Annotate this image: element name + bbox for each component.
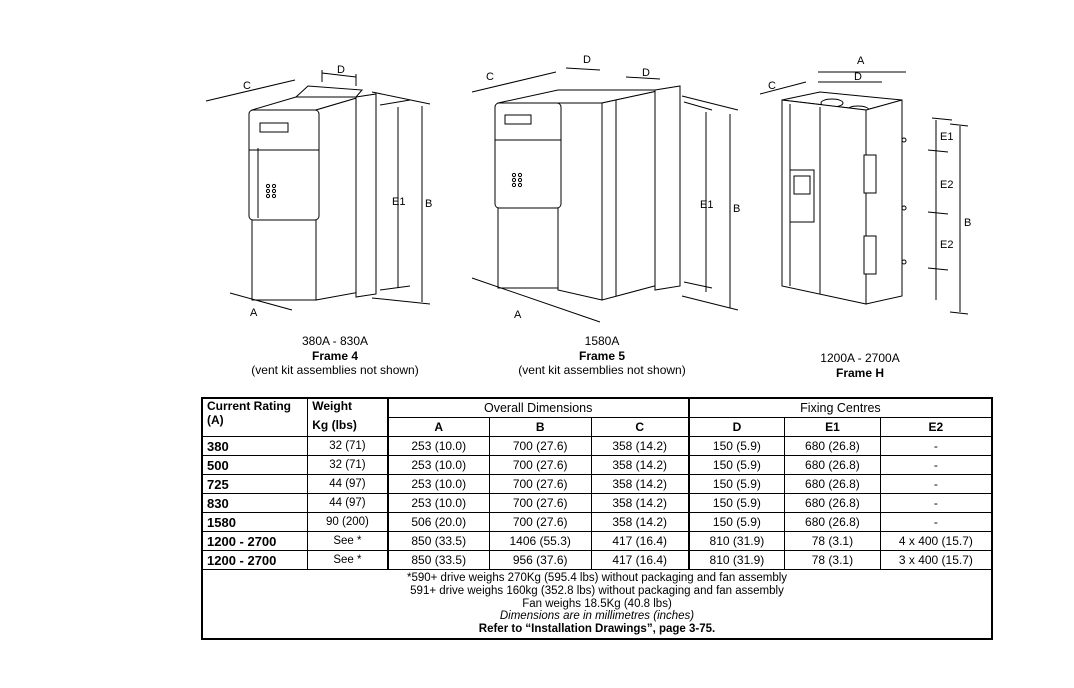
- frame-h-dim-b: B: [964, 217, 972, 229]
- frame-h-dim-a: A: [857, 55, 865, 67]
- header-b: B: [489, 418, 591, 437]
- table-row: [202, 513, 992, 532]
- frame-h-dim-c: C: [768, 80, 776, 92]
- frame-4-dim-a: A: [250, 307, 258, 319]
- header-weight: Weight: [308, 398, 388, 418]
- header-weight-unit: Kg (lbs): [308, 418, 388, 437]
- frame-5-dim-d1: D: [583, 54, 591, 66]
- cell-rating: 500: [202, 456, 308, 475]
- header-fixing-centres: Fixing Centres: [689, 398, 992, 418]
- cell-e1: 78 (3.1): [785, 532, 881, 551]
- cell-weight: See *: [308, 551, 388, 570]
- frame-5-drawing: [472, 54, 740, 322]
- frame-h-caption: [790, 351, 930, 380]
- cell-d: 810 (31.9): [689, 551, 785, 570]
- cell-e2: 4 x 400 (15.7): [880, 532, 992, 551]
- header-c: C: [591, 418, 689, 437]
- table-row: [202, 551, 992, 570]
- note-line-5: Refer to “Installation Drawings”, page 3-75.: [478, 623, 716, 636]
- cell-rating: 1580: [202, 513, 308, 532]
- frame-h-dim-e2b: E2: [940, 239, 954, 251]
- cell-d: 150 (5.9): [689, 494, 785, 513]
- frame-4-note: (vent kit assemblies not shown): [251, 363, 419, 377]
- header-e1: E1: [785, 418, 881, 437]
- frame-4-dim-d: D: [337, 64, 345, 76]
- frame-h-dim-e1: E1: [940, 131, 954, 143]
- cell-a: 253 (10.0): [388, 475, 490, 494]
- cell-e1: 680 (26.8): [785, 456, 881, 475]
- frame-4-caption: [240, 334, 430, 378]
- cell-weight: 32 (71): [308, 456, 388, 475]
- cell-b: 956 (37.6): [489, 551, 591, 570]
- cell-e2: -: [880, 437, 992, 456]
- cell-c: 358 (14.2): [591, 456, 689, 475]
- frame-h-range: 1200A - 2700A: [820, 351, 900, 365]
- cell-e1: 78 (3.1): [785, 551, 881, 570]
- cell-e2: -: [880, 475, 992, 494]
- frame-4-dim-e1: E1: [392, 196, 406, 208]
- frame-5-note: (vent kit assemblies not shown): [518, 363, 686, 377]
- header-e2: E2: [880, 418, 992, 437]
- cell-d: 150 (5.9): [689, 456, 785, 475]
- table-row: [202, 532, 992, 551]
- frame-h-dim-d: D: [854, 71, 862, 83]
- cell-e1: 680 (26.8): [785, 475, 881, 494]
- cell-e2: -: [880, 456, 992, 475]
- header-current-rating: Current Rating (A): [202, 398, 308, 437]
- frame-h-drawing: [760, 55, 971, 314]
- table-notes: [202, 570, 992, 639]
- frame-5-dim-e1: E1: [700, 199, 714, 211]
- cell-rating: 1200 - 2700: [202, 551, 308, 570]
- frame-4-title: Frame 4: [311, 348, 359, 363]
- cell-c: 417 (16.4): [591, 532, 689, 551]
- cell-c: 358 (14.2): [591, 494, 689, 513]
- cell-e1: 680 (26.8): [785, 494, 881, 513]
- frame-5-title: Frame 5: [578, 348, 626, 363]
- cell-a: 253 (10.0): [388, 437, 490, 456]
- cell-b: 700 (27.6): [489, 456, 591, 475]
- cell-b: 700 (27.6): [489, 494, 591, 513]
- frame-5-dim-a: A: [514, 309, 522, 321]
- frame-5-dim-c: C: [486, 71, 494, 83]
- cell-b: 1406 (55.3): [489, 532, 591, 551]
- table-body: [202, 437, 992, 570]
- note-line-4: Dimensions are in millimetres (inches): [499, 610, 695, 623]
- cell-d: 150 (5.9): [689, 513, 785, 532]
- note-line-3: Fan weighs 18.5Kg (40.8 lbs): [522, 597, 672, 610]
- frame-4-dim-b: B: [425, 198, 433, 210]
- frame-h-dim-e2a: E2: [940, 179, 954, 191]
- cell-rating: 830: [202, 494, 308, 513]
- frame-4-range: 380A - 830A: [301, 334, 369, 348]
- frame-5-caption: [502, 334, 702, 378]
- cell-c: 358 (14.2): [591, 513, 689, 532]
- cell-d: 150 (5.9): [689, 475, 785, 494]
- note-line-2: 591+ drive weighs 160kg (352.8 lbs) without packaging and fan assembly: [410, 584, 784, 597]
- cell-e2: -: [880, 494, 992, 513]
- table-row: [202, 456, 992, 475]
- cell-d: 150 (5.9): [689, 437, 785, 456]
- cell-weight: 44 (97): [308, 475, 388, 494]
- frame-4-dim-c: C: [243, 80, 251, 92]
- cell-e1: 680 (26.8): [785, 513, 881, 532]
- cell-b: 700 (27.6): [489, 475, 591, 494]
- cell-weight: 44 (97): [308, 494, 388, 513]
- cell-e2: -: [880, 513, 992, 532]
- cell-a: 850 (33.5): [388, 551, 490, 570]
- cell-a: 850 (33.5): [388, 532, 490, 551]
- note-line-1: *590+ drive weighs 270Kg (595.4 lbs) without packaging and fan assembly: [406, 572, 788, 584]
- cell-a: 506 (20.0): [388, 513, 490, 532]
- cell-b: 700 (27.6): [489, 437, 591, 456]
- cell-d: 810 (31.9): [689, 532, 785, 551]
- frame-4-drawing: [206, 64, 432, 319]
- header-d: D: [689, 418, 785, 437]
- cell-rating: 1200 - 2700: [202, 532, 308, 551]
- table-row: [202, 475, 992, 494]
- frame-h-title: Frame H: [835, 365, 885, 380]
- cell-rating: 725: [202, 475, 308, 494]
- frame-5-range: 1580A: [584, 334, 620, 348]
- table-row: [202, 437, 992, 456]
- cell-b: 700 (27.6): [489, 513, 591, 532]
- cell-e2: 3 x 400 (15.7): [880, 551, 992, 570]
- cell-c: 358 (14.2): [591, 475, 689, 494]
- header-overall-dimensions: Overall Dimensions: [388, 398, 689, 418]
- frame-5-dim-b: B: [733, 203, 741, 215]
- cell-a: 253 (10.0): [388, 456, 490, 475]
- cell-weight: 32 (71): [308, 437, 388, 456]
- cell-e1: 680 (26.8): [785, 437, 881, 456]
- cell-a: 253 (10.0): [388, 494, 490, 513]
- cell-c: 417 (16.4): [591, 551, 689, 570]
- cell-weight: See *: [308, 532, 388, 551]
- dimensions-table: [201, 397, 993, 640]
- cell-rating: 380: [202, 437, 308, 456]
- header-a: A: [388, 418, 490, 437]
- frame-5-dim-d2: D: [642, 67, 650, 79]
- cell-weight: 90 (200): [308, 513, 388, 532]
- cell-c: 358 (14.2): [591, 437, 689, 456]
- table-row: [202, 494, 992, 513]
